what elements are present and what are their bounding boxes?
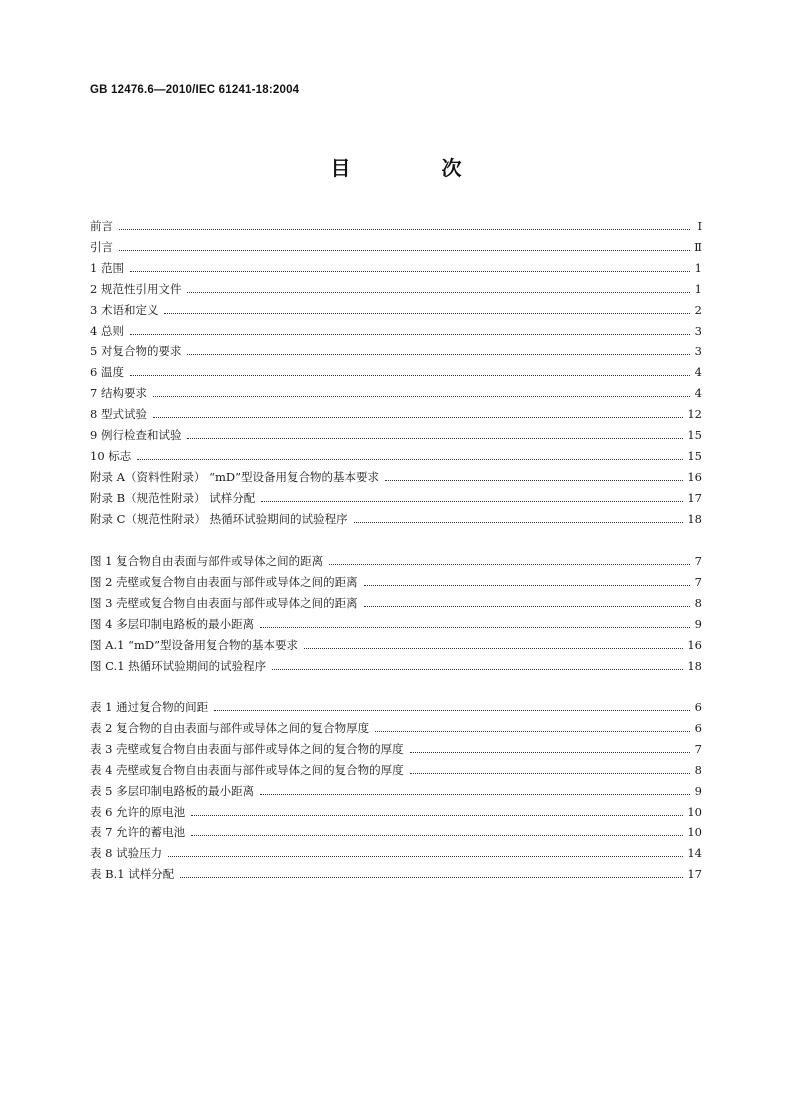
- toc-entry-title: 引言: [90, 239, 113, 254]
- dot-leader: [187, 353, 690, 355]
- dot-leader: [260, 793, 690, 795]
- dot-leader: [164, 312, 690, 314]
- dot-leader: [187, 291, 690, 293]
- toc-entry-title: 6 温度: [90, 365, 124, 380]
- dot-leader: [191, 834, 683, 836]
- toc-entry-title: 图 A.1 “mD”型设备用复合物的基本要求: [90, 637, 298, 652]
- toc-entry-page: 1: [694, 260, 702, 275]
- toc-entry-page: 9: [694, 783, 702, 798]
- dot-leader: [168, 855, 683, 857]
- dot-leader: [364, 605, 690, 607]
- toc-entry-title: 2 规范性引用文件: [90, 281, 182, 296]
- toc-entry-title: 附录 B（规范性附录） 试样分配: [90, 490, 256, 505]
- toc-entry[interactable]: [90, 802, 702, 822]
- toc-entry-title: 8 型式试验: [90, 407, 147, 422]
- toc-entry-title: 表 8 试验压力: [90, 846, 163, 861]
- toc-entry[interactable]: [90, 739, 702, 759]
- toc-entry-title: 4 总则: [90, 323, 124, 338]
- toc-entry-title: 表 6 允许的原电池: [90, 804, 186, 819]
- toc-entry-page: 14: [687, 846, 702, 861]
- dot-leader: [272, 668, 683, 670]
- toc-entry-page: 10: [687, 825, 702, 840]
- dot-leader: [354, 521, 684, 523]
- toc-entry-page: 12: [687, 407, 702, 422]
- toc-entry[interactable]: [90, 822, 702, 842]
- toc-entry-page: 4: [694, 365, 702, 380]
- toc-entry[interactable]: [90, 383, 702, 403]
- toc-entry-page: 4: [694, 386, 702, 401]
- toc-entry-page: 3: [694, 344, 702, 359]
- toc-entry[interactable]: [90, 697, 702, 717]
- toc-entry-title: 图 3 壳壁或复合物自由表面与部件或导体之间的距离: [90, 595, 358, 610]
- toc-entry[interactable]: [90, 781, 702, 801]
- toc-entry-page: 8: [694, 762, 702, 777]
- toc-entry-page: 10: [687, 804, 702, 819]
- toc-entry[interactable]: [90, 718, 702, 738]
- toc-entry[interactable]: [90, 446, 702, 466]
- toc-entry-title: 9 例行检查和试验: [90, 428, 182, 442]
- dot-leader: [119, 228, 690, 230]
- toc-entry-title: 附录 C（规范性附录） 热循环试验期间的试验程序: [90, 511, 348, 526]
- toc-entry[interactable]: [90, 760, 702, 780]
- dot-leader: [410, 772, 690, 774]
- dot-leader: [304, 647, 683, 649]
- toc-entry[interactable]: [90, 509, 702, 529]
- toc-entry-title: 表 2 复合物的自由表面与部件或导体之间的复合物厚度: [90, 720, 370, 735]
- toc-entry-page: 17: [687, 867, 702, 882]
- toc-entry[interactable]: [90, 362, 702, 382]
- toc-entry[interactable]: [90, 321, 702, 341]
- page-title: 目 次: [330, 156, 504, 180]
- dot-leader: [137, 458, 683, 460]
- toc-entry-title: 图 C.1 热循环试验期间的试验程序: [90, 658, 267, 673]
- toc-entry-title: 图 4 多层印制电路板的最小距离: [90, 616, 255, 631]
- toc-entry-title: 10 标志: [90, 448, 132, 463]
- dot-leader: [410, 751, 690, 753]
- toc-entry[interactable]: [90, 843, 702, 863]
- dot-leader: [153, 395, 690, 397]
- toc-entry-title: 1 范围: [90, 260, 124, 275]
- toc-entry[interactable]: [90, 404, 702, 424]
- dot-leader: [260, 626, 690, 628]
- toc-entry[interactable]: [90, 635, 702, 655]
- dot-leader: [191, 814, 683, 816]
- dot-leader: [130, 374, 690, 376]
- toc-entry-page: 2: [694, 302, 702, 317]
- toc-entry-title: 前言: [90, 219, 113, 233]
- toc-entry-title: 3 术语和定义: [90, 302, 159, 317]
- toc-entry[interactable]: [90, 279, 702, 299]
- toc-entry-page: 8: [694, 595, 702, 610]
- toc-entry-page: 7: [694, 554, 702, 568]
- dot-leader: [375, 730, 690, 732]
- dot-leader: [329, 563, 690, 565]
- toc-entry-page: 17: [687, 490, 702, 505]
- toc-entry-page: 18: [687, 658, 702, 673]
- toc-entry-title: 图 2 壳壁或复合物自由表面与部件或导体之间的距离: [90, 574, 358, 589]
- toc-entry-title: 图 1 复合物自由表面与部件或导体之间的距离: [90, 554, 324, 568]
- toc-entry-page: 6: [694, 700, 702, 714]
- toc-entry[interactable]: [90, 300, 702, 320]
- toc-entry-title: 表 5 多层印制电路板的最小距离: [90, 783, 255, 798]
- toc-entry-title: 表 B.1 试样分配: [90, 867, 175, 882]
- toc-entry-title: 表 7 允许的蓄电池: [90, 825, 186, 840]
- dot-leader: [385, 479, 683, 481]
- toc-entry-title: 7 结构要求: [90, 386, 147, 401]
- toc-entry-page: 7: [694, 741, 702, 756]
- toc-entry[interactable]: [90, 341, 702, 361]
- toc-entry-title: 5 对复合物的要求: [90, 344, 182, 359]
- dot-leader: [187, 437, 683, 439]
- toc-entry-page: Ⅰ: [697, 219, 702, 233]
- toc-entry-page: 3: [694, 323, 702, 338]
- toc-entry[interactable]: [90, 864, 702, 884]
- toc-entry[interactable]: [90, 237, 702, 257]
- dot-leader: [130, 333, 690, 335]
- toc-entry[interactable]: [90, 425, 702, 445]
- document-number: GB 12476.6—2010/IEC 61241-18:2004: [90, 84, 300, 96]
- dot-leader: [261, 500, 683, 502]
- toc-entry-page: 15: [687, 448, 702, 463]
- toc-entry-page: 15: [687, 428, 702, 442]
- toc-entry-title: 表 1 通过复合物的间距: [90, 700, 209, 714]
- toc-entry[interactable]: [90, 216, 702, 236]
- toc-entry-page: 16: [687, 637, 702, 652]
- toc-entry-title: 附录 A（资料性附录） “mD”型设备用复合物的基本要求: [90, 469, 379, 484]
- toc-entry[interactable]: [90, 551, 702, 571]
- toc-entry-page: 6: [694, 720, 702, 735]
- dot-leader: [153, 416, 683, 418]
- dot-leader: [180, 876, 683, 878]
- toc-entry-page: 16: [687, 469, 702, 484]
- toc-entry[interactable]: [90, 467, 702, 487]
- toc-entry-page: 18: [687, 511, 702, 526]
- toc-entry[interactable]: [90, 593, 702, 613]
- toc-entry[interactable]: [90, 572, 702, 592]
- toc-entry-page: 9: [694, 616, 702, 631]
- toc-entry-page: Ⅱ: [694, 239, 702, 254]
- toc-entry-page: 1: [694, 281, 702, 296]
- dot-leader: [119, 249, 690, 251]
- toc-entry-title: 表 3 壳壁或复合物自由表面与部件或导体之间的复合物的厚度: [90, 741, 404, 756]
- toc-entry[interactable]: [90, 614, 702, 634]
- dot-leader: [130, 270, 690, 272]
- toc-entry[interactable]: [90, 488, 702, 508]
- toc-entry[interactable]: [90, 258, 702, 278]
- toc-entry-title: 表 4 壳壁或复合物自由表面与部件或导体之间的复合物的厚度: [90, 762, 404, 777]
- dot-leader: [364, 584, 690, 586]
- toc-entry-page: 7: [694, 574, 702, 589]
- dot-leader: [214, 709, 690, 711]
- toc-entry[interactable]: [90, 656, 702, 676]
